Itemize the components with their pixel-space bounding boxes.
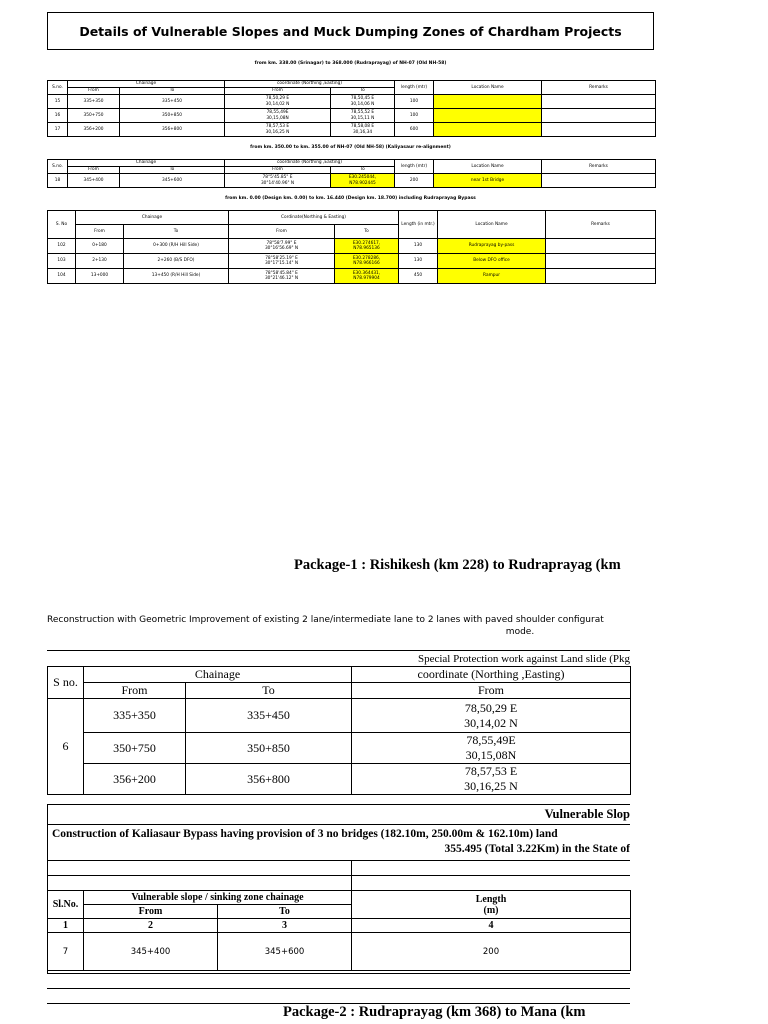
cell-sno: 18 [48, 174, 68, 188]
cell-remarks [542, 95, 656, 109]
cell-to: 350+850 [120, 109, 225, 123]
table-row [48, 239, 656, 254]
header-sno: S.no. [48, 160, 68, 174]
cell-sno: 16 [48, 109, 68, 123]
cell-location: near 1st Bridge [434, 174, 542, 188]
cell-coord [352, 733, 631, 764]
section3-table [47, 210, 656, 284]
table-row [48, 764, 631, 795]
cell-length: 450 [399, 269, 438, 284]
cell-slno: 7 [48, 933, 84, 971]
cell-coord-to: E30.278286, N78.966166 [335, 254, 399, 269]
cell-to: 345+600 [120, 174, 225, 188]
section2-caption: from km. 350.00 to km. 355.00 of NH-07 (Old NH-58) (Kaliyasaur re-alignment) [250, 145, 451, 150]
header-sno: S. No [48, 211, 76, 239]
header-to: To [120, 167, 225, 174]
cell-length: 130 [399, 239, 438, 254]
header-coord-from: From [225, 88, 331, 95]
col-number-1: 1 [48, 919, 84, 933]
col-number-4: 4 [352, 919, 631, 933]
cell-sno: 103 [48, 254, 76, 269]
cell-sno: 102 [48, 239, 76, 254]
header-length: length (mtr) [395, 160, 434, 174]
cell-remarks [542, 174, 656, 188]
table-row [48, 95, 656, 109]
header-length: Length (in mtr.) [399, 211, 438, 239]
cell-from: 0+180 [76, 239, 124, 254]
cell-remarks [542, 109, 656, 123]
cell-location [434, 95, 542, 109]
cell-coord-from: 78,50,29 E 30,14,02 N [225, 95, 331, 109]
cell-location: Rudraprayag by-pass [438, 239, 546, 254]
cell-to: 356+800 [186, 764, 352, 795]
cell-coord-from: 78,57,53 E 30,16,25 N [225, 123, 331, 137]
header-from: From [84, 683, 186, 699]
cell-to: 356+800 [120, 123, 225, 137]
header-length [352, 891, 631, 919]
cell-length: 200 [352, 933, 631, 971]
header-to: To [124, 225, 229, 239]
coord-easting: 78,50,29 E [464, 700, 518, 715]
header-chainage: Chainage [76, 211, 229, 225]
cell-from: 335+350 [68, 95, 120, 109]
cell-from: 350+750 [68, 109, 120, 123]
table-row [48, 109, 656, 123]
cell-location: Rampur [438, 269, 546, 284]
col-number-2: 2 [84, 919, 218, 933]
cell-remarks [542, 123, 656, 137]
reconstruction-line2: mode. [505, 627, 535, 637]
cell-length: 200 [395, 174, 434, 188]
header-to: To [186, 683, 352, 699]
header-sno: S.no. [48, 81, 68, 95]
header-coord-to: To [331, 167, 395, 174]
header-chainage: Chainage [68, 81, 225, 88]
construction-line2: 355.495 (Total 3.22Km) in the State of [444, 843, 630, 855]
section1-caption: from km. 338.00 (Srinagar) to 368.000 (Rudraprayag) of NH-07 (Old NH-58) [254, 61, 447, 66]
table-row [48, 269, 656, 284]
header-slno: Sl.No. [48, 891, 84, 919]
length-label: Length [475, 893, 507, 905]
header-zone: Vulnerable slope / sinking zone chainage [84, 891, 352, 905]
cell-coord-from: 78,55,49E 30,15,08N [225, 109, 331, 123]
special-protection-caption: Special Protection work against Land slide (Pkg [417, 653, 630, 665]
cell-coord-from: 78°58'25.19" E 30°17'15.14" N [229, 254, 335, 269]
cell-remarks [546, 239, 656, 254]
header-coord-to: To [335, 225, 399, 239]
cell-from: 356+200 [84, 764, 186, 795]
header-location: Location Name [434, 81, 542, 95]
header-length: length (mtr) [395, 81, 434, 95]
header-from: From [68, 88, 120, 95]
cell-from: 13+000 [76, 269, 124, 284]
package1-table [47, 666, 631, 795]
header-chainage: Chainage [68, 160, 225, 167]
coord-easting: 78,57,53 E [464, 764, 518, 778]
section3-caption: from km. 0.00 (Design km. 0.00) to km. 16.440 (Design km. 18.700) including Rudraprayag Bypass [225, 196, 476, 201]
table-row [48, 254, 656, 269]
header-to: To [218, 905, 352, 919]
cell-from: 335+350 [84, 699, 186, 733]
cell-coord-to: 78,55,52 E 30,15,11 N [331, 109, 395, 123]
cell-coord-to: E30.364431, N78.979904 [335, 269, 399, 284]
cell-to: 335+450 [186, 699, 352, 733]
cell-to: 0+300 (R/H Hill Side) [124, 239, 229, 254]
construction-line1: Construction of Kaliasaur Bypass having provision of 3 no bridges (182.10m, 250.00m & 162.10m) land [52, 828, 558, 840]
cell-to: 345+600 [218, 933, 352, 971]
cell-sno: 17 [48, 123, 68, 137]
cell-sno: 6 [48, 699, 84, 795]
cell-sno: 15 [48, 95, 68, 109]
header-coord-from: From [352, 683, 631, 699]
cell-coord-from: 78°58'45.84" E 30°21'46.12" N [229, 269, 335, 284]
cell-to: 13+450 (R/H Hill Side) [124, 269, 229, 284]
cell-from: 356+200 [68, 123, 120, 137]
header-from: From [84, 905, 218, 919]
header-coord-from: From [225, 167, 331, 174]
cell-coord-to: 78,58,08 E 30,16,34 [331, 123, 395, 137]
header-remarks: Remarks [546, 211, 656, 239]
cell-from: 345+400 [68, 174, 120, 188]
table-row [48, 733, 631, 764]
header-chainage: Chainage [84, 667, 352, 683]
cell-length: 100 [395, 109, 434, 123]
cell-from: 2+130 [76, 254, 124, 269]
header-sno: S no. [48, 667, 84, 699]
cell-length: 600 [395, 123, 434, 137]
cell-length: 100 [395, 95, 434, 109]
cell-coord-to: E30.274617, N78.965136 [335, 239, 399, 254]
coord-easting: 78,55,49E [466, 733, 516, 747]
cell-location [434, 109, 542, 123]
cell-sno: 104 [48, 269, 76, 284]
cell-to: 2+260 (B/S DFO) [124, 254, 229, 269]
header-to: To [120, 88, 225, 95]
cell-location: Below DFO office [438, 254, 546, 269]
coord-northing: 30,14,02 N [464, 715, 518, 730]
header-coordinate: Cordinate(Northing & Easting) [229, 211, 399, 225]
header-remarks: Remarks [542, 160, 656, 174]
cell-coord-from: 78°5'45.85" E 30°14'40.96" N [225, 174, 331, 188]
header-coordinate: coordinate (Northing ,Easting) [225, 81, 395, 88]
col-number-3: 3 [218, 919, 352, 933]
header-coord-to: To [331, 88, 395, 95]
header-from: From [68, 167, 120, 174]
package1-heading: Package-1 : Rishikesh (km 228) to Rudraprayag (km [294, 557, 621, 573]
header-location: Location Name [434, 160, 542, 174]
header-coordinate: coordinate (Northing ,Easting) [225, 160, 395, 167]
coord-northing: 30,15,08N [465, 748, 517, 762]
cell-remarks [546, 254, 656, 269]
cell-from: 345+400 [84, 933, 218, 971]
cell-coord-to: 78,50,45 E 30,14,06 N [331, 95, 395, 109]
table-row [48, 123, 656, 137]
header-from: From [76, 225, 124, 239]
header-coordinate: coordinate (Northing ,Easting) [352, 667, 631, 683]
header-remarks: Remarks [542, 81, 656, 95]
package2-heading: Package-2 : Rudraprayag (km 368) to Mana (km [283, 1004, 586, 1020]
cell-coord-to: E30.245044, N78.902445 [331, 174, 395, 188]
cell-location [434, 123, 542, 137]
table-row [48, 933, 631, 971]
table-row [48, 699, 631, 733]
cell-remarks [546, 269, 656, 284]
cell-coord [352, 699, 631, 733]
coord-northing: 30,16,25 N [464, 779, 518, 793]
vulnerable-heading: Vulnerable Slop [544, 807, 630, 821]
cell-to: 335+450 [120, 95, 225, 109]
length-unit: (m) [483, 904, 499, 916]
reconstruction-line1: Reconstruction with Geometric Improvement of existing 2 lane/intermediate lane to 2 lanes with paved shoulder configurat [47, 615, 604, 625]
cell-coord [352, 764, 631, 795]
section2-table [47, 159, 656, 188]
table-row [48, 174, 656, 188]
section1-table [47, 80, 656, 137]
document-title: Details of Vulnerable Slopes and Muck Dumping Zones of Chardham Projects [47, 12, 654, 50]
header-location: Location Name [438, 211, 546, 239]
cell-coord-from: 78°58'7.99" E 30°16'56.69" N [229, 239, 335, 254]
cell-from: 350+750 [84, 733, 186, 764]
header-coord-from: From [229, 225, 335, 239]
cell-to: 350+850 [186, 733, 352, 764]
cell-length: 130 [399, 254, 438, 269]
vulnerable-table [47, 890, 631, 971]
